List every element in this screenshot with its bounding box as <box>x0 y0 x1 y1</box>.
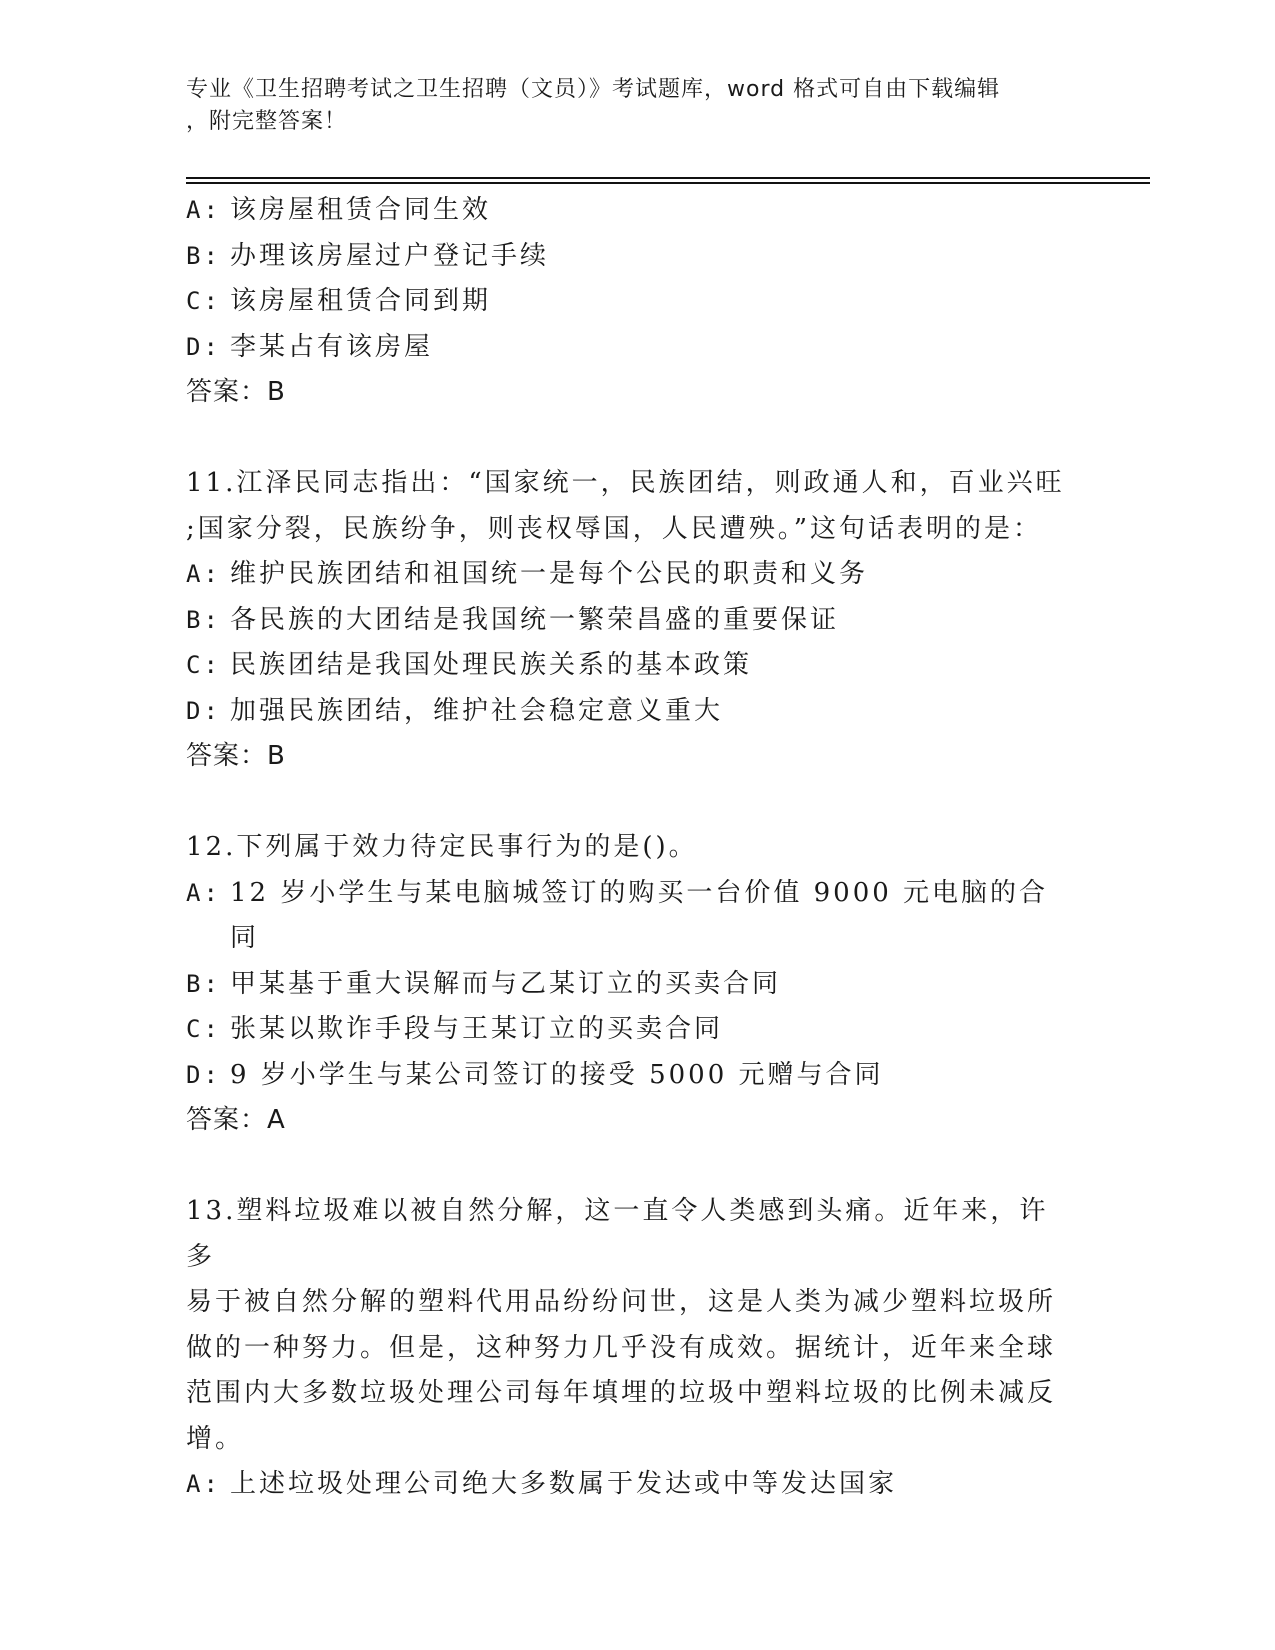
option-a <box>186 188 1066 234</box>
question-stem-line: 12.下列属于效力待定民事行为的是()。 <box>186 832 698 862</box>
option-text: 李某占有该房屋 <box>230 331 434 362</box>
option-a <box>186 552 1066 598</box>
option-text: 各民族的大团结是我国统一繁荣昌盛的重要保证 <box>230 604 840 635</box>
option-d <box>186 1053 1066 1099</box>
option-a <box>186 1462 1066 1508</box>
question-stem-line: 做的一种努力。但是，这种努力几乎没有成效。据统计，近年来全球 <box>186 1332 1057 1363</box>
header-line-2: ，附完整答案！ <box>186 109 348 134</box>
option-letter: B: <box>186 241 221 270</box>
option-text: 9 岁小学生与某公司签订的接受 5000 元赠与合同 <box>230 1059 884 1090</box>
option-letter: D: <box>186 696 221 725</box>
answer-line: 答案：A <box>186 1105 286 1135</box>
option-c <box>186 643 1066 689</box>
option-b <box>186 962 1066 1008</box>
option-text: 张某以欺诈手段与王某订立的买卖合同 <box>230 1014 724 1044</box>
option-text: 该房屋租赁合同生效 <box>230 195 492 225</box>
spacer <box>186 416 1066 462</box>
question-stem-line: 11.江泽民同志指出：“国家统一，民族团结，则政通人和，百业兴旺 <box>186 468 1065 498</box>
option-letter: A: <box>186 1470 221 1498</box>
spacer <box>186 1144 1066 1190</box>
option-letter: A: <box>186 560 221 588</box>
option-text: 12 岁小学生与某电脑城签订的购买一台价值 9000 元电脑的合同 <box>230 877 1049 953</box>
option-text: 办理该房屋过户登记手续 <box>230 240 550 271</box>
question-list <box>186 188 1066 1508</box>
header-divider-bottom <box>186 182 1150 184</box>
option-letter: D: <box>186 1060 221 1089</box>
question-stem-line: 易于被自然分解的塑料代用品纷纷问世，这是人类为减少塑料垃圾所 <box>186 1287 1057 1317</box>
option-c <box>186 1007 1066 1053</box>
option-letter: B: <box>186 605 221 634</box>
option-a <box>186 871 1066 962</box>
option-d <box>186 325 1066 371</box>
option-text: 民族团结是我国处理民族关系的基本政策 <box>230 650 753 680</box>
question-stem-line: 13.塑料垃圾难以被自然分解，这一直令人类感到头痛。近年来，许多 <box>186 1196 1049 1272</box>
option-c <box>186 279 1066 325</box>
option-b <box>186 234 1066 280</box>
question-13 <box>186 1189 1066 1508</box>
option-text: 甲某基于重大误解而与乙某订立的买卖合同 <box>230 968 782 999</box>
option-text: 该房屋租赁合同到期 <box>230 286 492 316</box>
option-letter: C: <box>186 287 221 315</box>
option-text: 维护民族团结和祖国统一是每个公民的职责和义务 <box>230 559 869 589</box>
answer-line: 答案：B <box>186 377 286 407</box>
answer-line: 答案：B <box>186 741 286 771</box>
document-header <box>186 74 1066 138</box>
question-stem-line: 增。 <box>186 1423 245 1454</box>
option-letter: C: <box>186 1015 221 1043</box>
option-letter: B: <box>186 969 221 998</box>
question-11 <box>186 461 1066 780</box>
option-letter: D: <box>186 332 221 361</box>
question-stem-line: 范围内大多数垃圾处理公司每年填埋的垃圾中塑料垃圾的比例未减反 <box>186 1378 1057 1408</box>
option-d <box>186 689 1066 735</box>
option-letter: A: <box>186 196 221 224</box>
option-text: 加强民族团结，维护社会稳定意义重大 <box>230 695 724 726</box>
option-letter: C: <box>186 651 221 679</box>
option-text: 上述垃圾处理公司绝大多数属于发达或中等发达国家 <box>230 1469 898 1499</box>
header-line-1: 专业《卫生招聘考试之卫生招聘（文员）》考试题库，word 格式可自由下载编辑 <box>186 77 1001 102</box>
header-divider-top <box>186 177 1150 179</box>
question-stem-line: ;国家分裂，民族纷争，则丧权辱国，人民遭殃。”这句话表明的是： <box>186 513 1043 544</box>
option-b <box>186 598 1066 644</box>
question-12 <box>186 825 1066 1144</box>
spacer <box>186 780 1066 826</box>
option-letter: A: <box>186 878 221 907</box>
question-10 <box>186 188 1066 416</box>
